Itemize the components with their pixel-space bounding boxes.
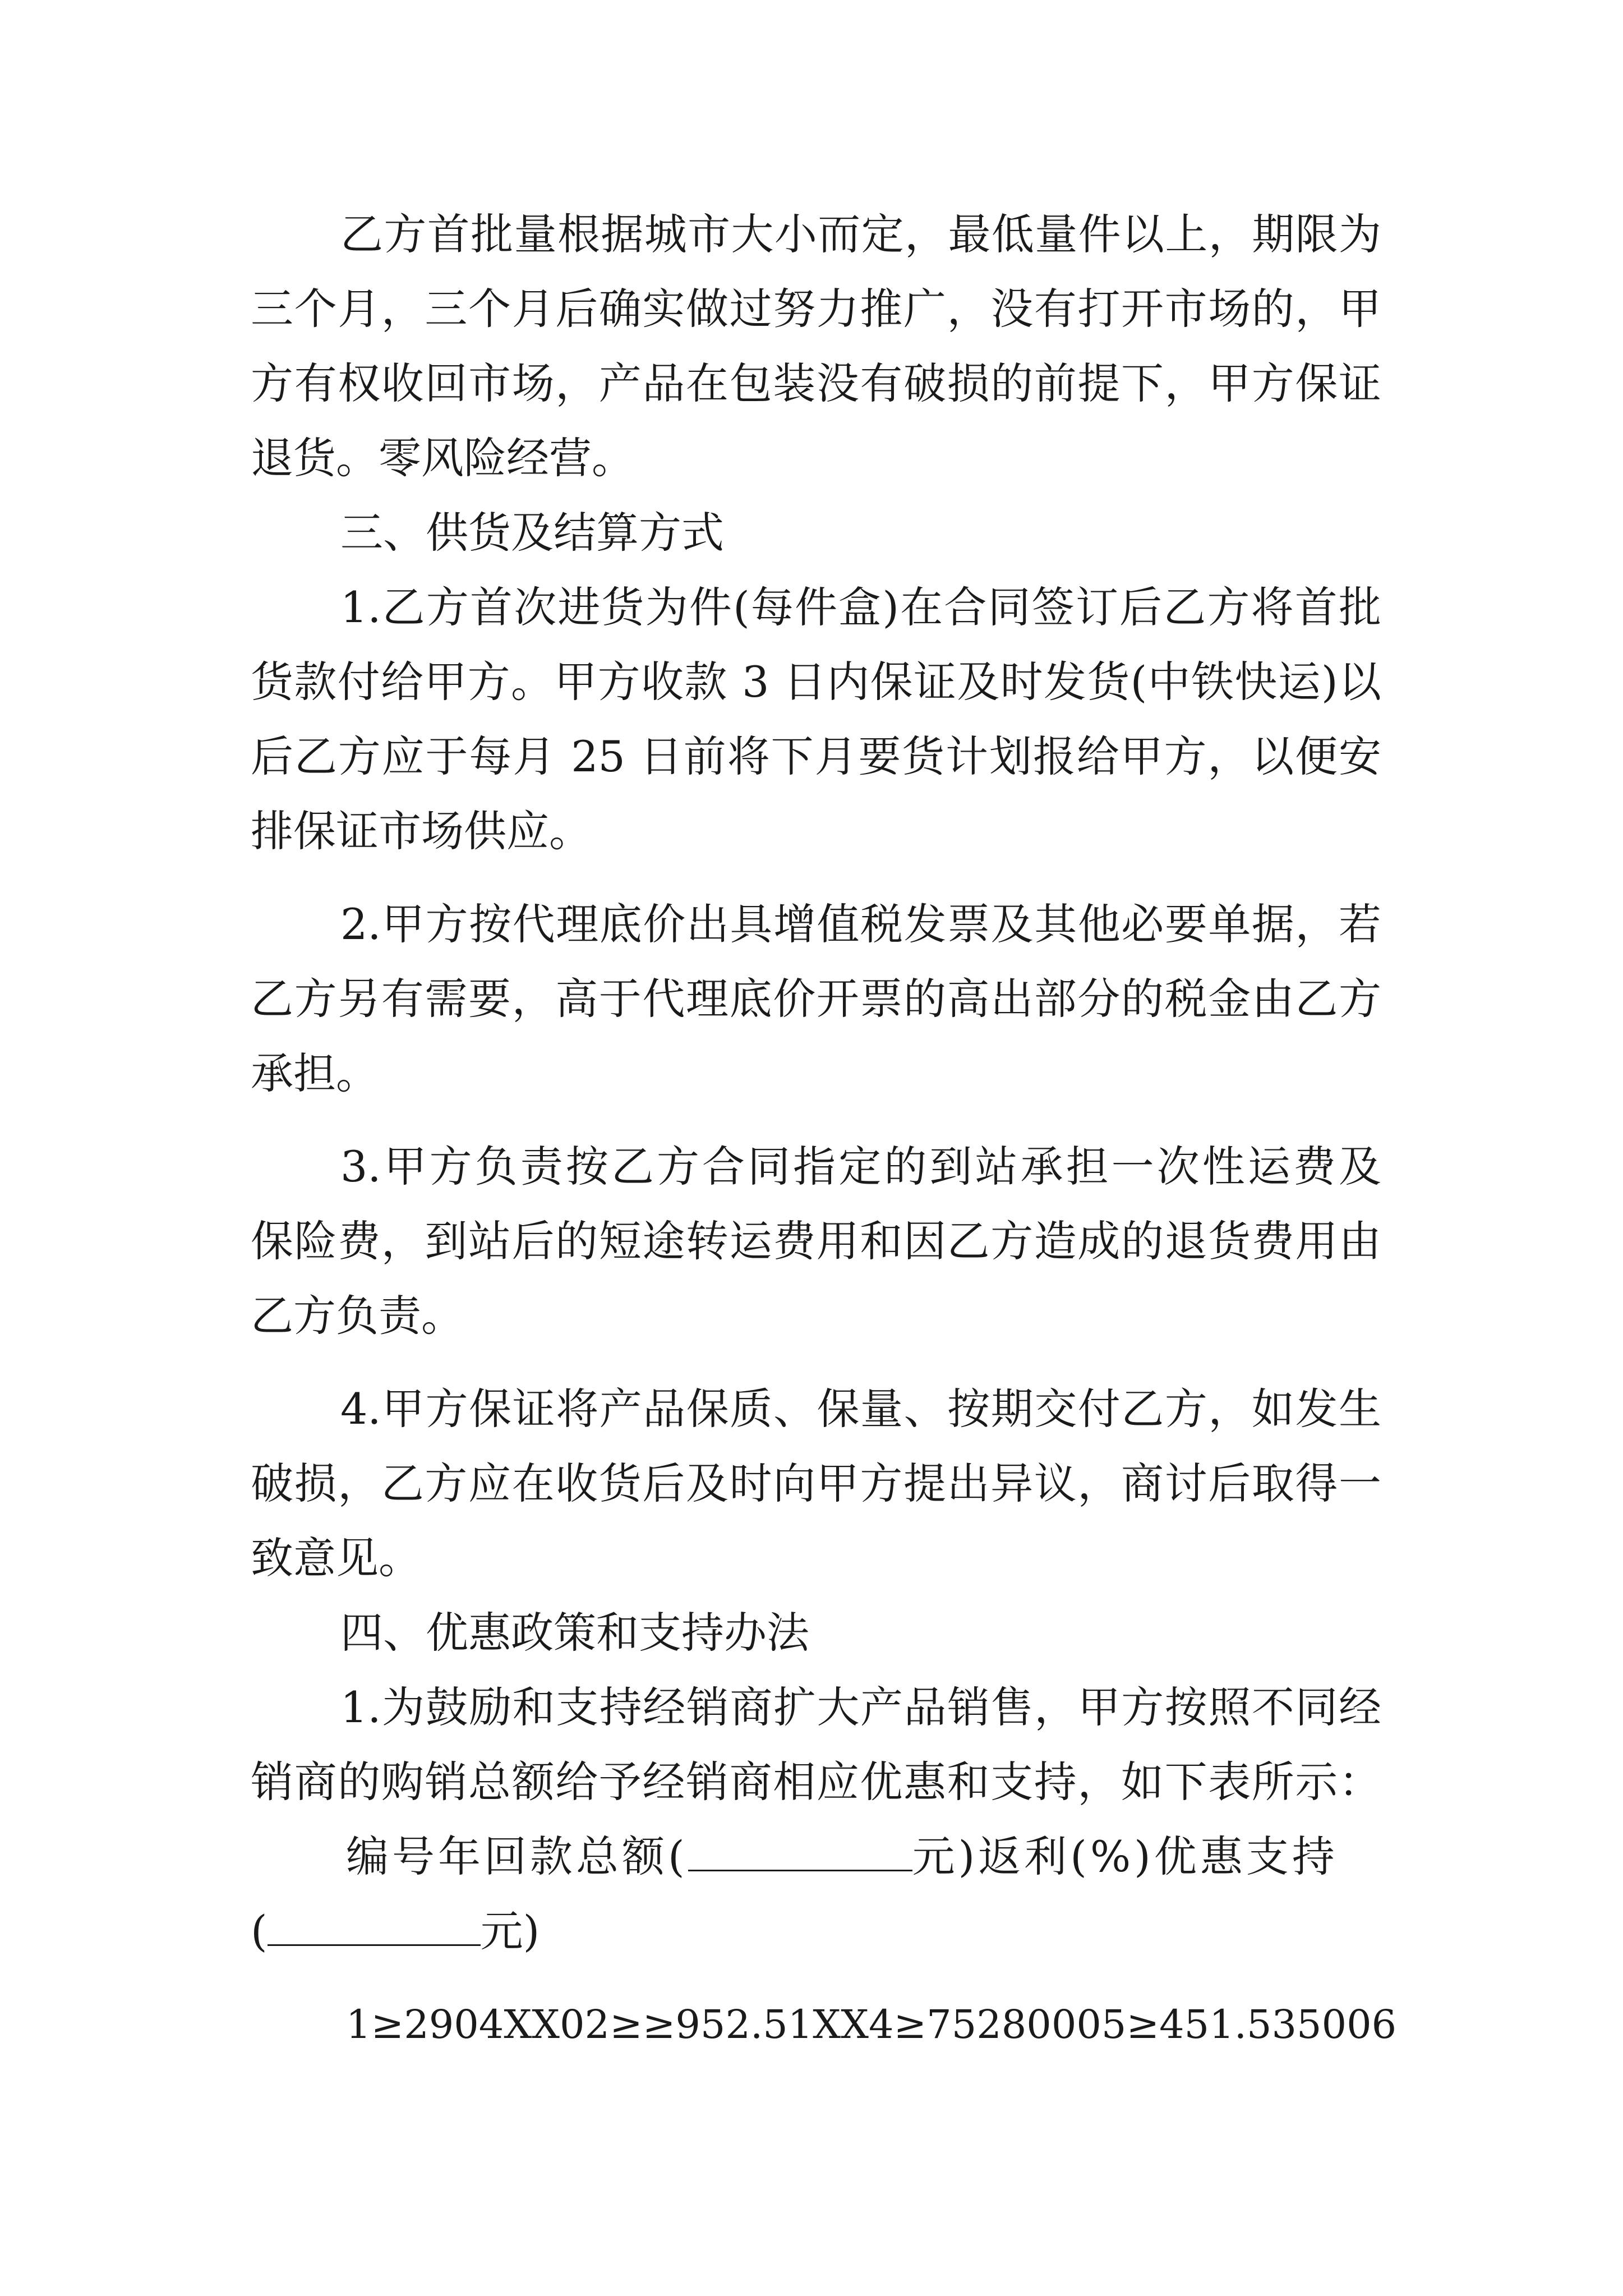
table-header-text: 元)返利(%)优惠支持 <box>912 1832 1338 1881</box>
paragraph-line: 2.甲方按代理底价出具增值税发票及其他必要单据，若 <box>340 899 1381 949</box>
paragraph-line: 3.甲方负责按乙方合同指定的到站承担一次性运费及 <box>340 1142 1381 1191</box>
paragraph-line: 排保证市场供应。 <box>251 806 592 856</box>
section-heading: 三、供货及结算方式 <box>340 508 724 558</box>
table-header-text: ( <box>251 1906 268 1956</box>
table-header-text: 编号年回款总额( <box>346 1832 688 1881</box>
paragraph-line: 致意见。 <box>251 1533 421 1583</box>
paragraph-line: 后乙方应于每月 25 日前将下月要货计划报给甲方，以便安 <box>251 731 1381 781</box>
table-header-line <box>251 1903 1381 1959</box>
table-header-text: 元) <box>480 1906 540 1956</box>
paragraph-line: 4.甲方保证将产品保质、保量、按期交付乙方，如发生 <box>340 1384 1381 1434</box>
paragraph-line: 破损，乙方应在收货后及时向甲方提出异议，商讨后取得一 <box>251 1458 1381 1508</box>
table-row: 1≥2904XX02≥≥952.51XX4≥75280005≥451.535006 <box>346 2001 1397 2047</box>
paragraph-line: 方有权收回市场，产品在包装没有破损的前提下，甲方保证 <box>251 358 1381 408</box>
table-header-line <box>251 1829 1381 1885</box>
paragraph-line: 1.为鼓励和支持经销商扩大产品销售，甲方按照不同经 <box>340 1682 1381 1732</box>
paragraph-line: 三个月，三个月后确实做过努力推广，没有打开市场的，甲 <box>251 284 1381 334</box>
paragraph-line: 货款付给甲方。甲方收款 3 日内保证及时发货(中铁快运)以 <box>251 657 1381 707</box>
section-heading: 四、优惠政策和支持办法 <box>340 1608 809 1658</box>
blank-underline <box>268 1905 481 1946</box>
paragraph-line: 乙方首批量根据城市大小而定，最低量件以上，期限为 <box>340 209 1381 259</box>
paragraph-line: 承担。 <box>251 1048 379 1098</box>
paragraph-line: 乙方负责。 <box>251 1291 464 1341</box>
paragraph-line: 销商的购销总额给予经销商相应优惠和支持，如下表所示： <box>251 1757 1381 1807</box>
paragraph-line: 1.乙方首次进货为件(每件盒)在合同签订后乙方将首批 <box>340 582 1381 632</box>
paragraph-line: 乙方另有需要，高于代理底价开票的高出部分的税金由乙方 <box>251 974 1381 1024</box>
paragraph-line: 退货。零风险经营。 <box>251 433 634 483</box>
paragraph-line: 保险费，到站后的短途转运费用和因乙方造成的退货费用由 <box>251 1216 1381 1266</box>
blank-underline <box>688 1830 912 1871</box>
